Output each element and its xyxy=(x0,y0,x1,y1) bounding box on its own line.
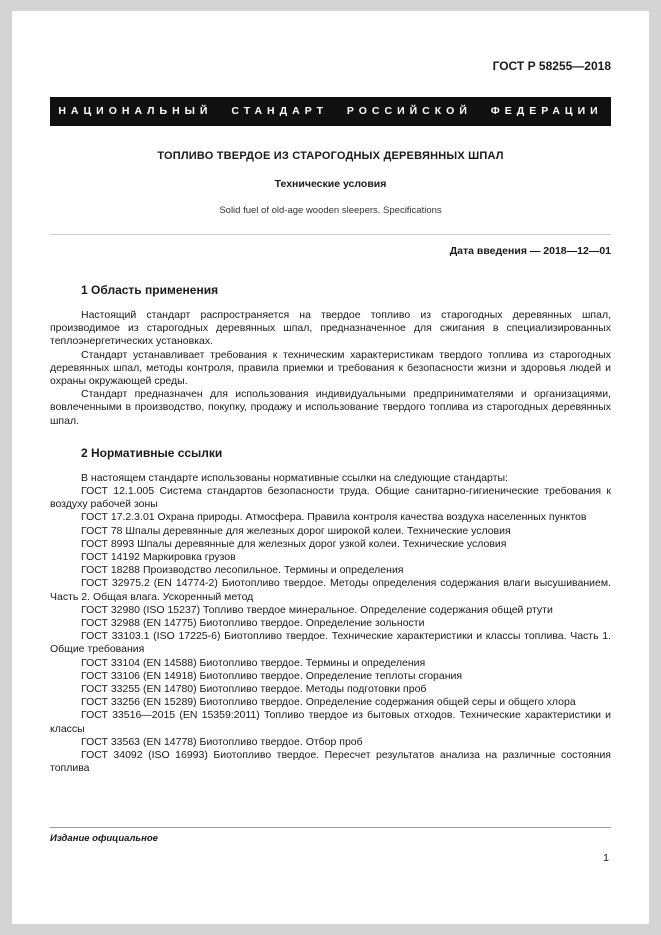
paragraph: ГОСТ 33103.1 (ISO 17225-6) Биотопливо твердое. Технические характеристики и классы топлива. Часть 1. Общие требования xyxy=(50,630,611,656)
footer-rule xyxy=(50,827,611,828)
date-separator-rule xyxy=(50,234,611,235)
paragraph: ГОСТ 33563 (EN 14778) Биотопливо твердое. Отбор проб xyxy=(81,735,363,748)
doc-subtitle: Технические условия xyxy=(274,178,387,190)
section-heading: 2 Нормативные ссылки xyxy=(81,445,223,460)
effective-date: Дата введения — 2018—12—01 xyxy=(449,245,611,257)
paragraph: ГОСТ 32975.2 (EN 14774-2) Биотопливо твердое. Методы определения содержания влаги высушиванием. Часть 2. Общая влага. Ускоренный метод xyxy=(50,577,611,603)
paragraph: Стандарт предназначен для использования индивидуальными предпринимателями и организациями, вовлеченными в производство, покупку, продажу и использование твердого топлива из старогодных деревянных шпал. xyxy=(50,388,611,427)
document-page xyxy=(12,11,649,924)
paragraph: ГОСТ 33104 (EN 14588) Биотопливо твердое. Термины и определения xyxy=(81,656,426,669)
paragraph: ГОСТ 8993 Шпалы деревянные для железных дорог узкой колеи. Технические условия xyxy=(81,537,507,550)
paragraph: ГОСТ 12.1.005 Система стандартов безопасности труда. Общие санитарно-гигиенические требования к воздуху рабочей зоны xyxy=(50,485,611,511)
official-edition-imprint: Издание официальное xyxy=(50,833,158,844)
doc-title: ТОПЛИВО ТВЕРДОЕ ИЗ СТАРОГОДНЫХ ДЕРЕВЯННЫХ ШПАЛ xyxy=(157,150,504,162)
paragraph: ГОСТ 17.2.3.01 Охрана природы. Атмосфера. Правила контроля качества воздуха населенных пунктов xyxy=(81,511,587,524)
national-standard-banner: НАЦИОНАЛЬНЫЙ СТАНДАРТ РОССИЙСКОЙ ФЕДЕРАЦИИ xyxy=(50,97,611,126)
doc-subtitle-english: Solid fuel of old-age wooden sleepers. Specifications xyxy=(219,205,442,216)
sections xyxy=(50,283,611,776)
paragraph: ГОСТ 33255 (EN 14780) Биотопливо твердое. Методы подготовки проб xyxy=(81,683,427,696)
paragraph: Настоящий стандарт распространяется на твердое топливо из старогодных деревянных шпал, производимое из старогодных деревянных шпал, предназначенное для сжигания в специализированных теплоэнергетических установках. xyxy=(50,309,611,348)
paragraph: В настоящем стандарте использованы нормативные ссылки на следующие стандарты: xyxy=(81,471,508,484)
paragraph: ГОСТ 33516—2015 (EN 15359:2011) Топливо твердое из бытовых отходов. Технические характеристики и классы xyxy=(50,709,611,735)
page-footer xyxy=(50,827,611,864)
page-number: 1 xyxy=(603,852,609,864)
doc-number: ГОСТ Р 58255—2018 xyxy=(492,59,611,73)
paragraph: ГОСТ 34092 (ISO 16993) Биотопливо твердое. Пересчет результатов анализа на различные состояния топлива xyxy=(50,749,611,775)
paragraph: ГОСТ 78 Шпалы деревянные для железных дорог широкой колеи. Технические условия xyxy=(81,524,511,537)
paragraph: ГОСТ 33256 (EN 15289) Биотопливо твердое. Определение содержания общей серы и общего хлора xyxy=(81,696,576,709)
paragraph: ГОСТ 14192 Маркировка грузов xyxy=(81,551,236,564)
paragraph: ГОСТ 33106 (EN 14918) Биотопливо твердое. Определение теплоты сгорания xyxy=(81,669,463,682)
paragraph: ГОСТ 32980 (ISO 15237) Топливо твердое минеральное. Определение содержания общей ртути xyxy=(81,603,553,616)
section-heading: 1 Область применения xyxy=(81,283,219,297)
paragraph: ГОСТ 32988 (EN 14775) Биотопливо твердое. Определение зольности xyxy=(81,617,425,630)
paragraph: ГОСТ 18288 Производство лесопильное. Термины и определения xyxy=(81,564,404,577)
paragraph: Стандарт устанавливает требования к техническим характеристикам твердого топлива из старогодных деревянных шпал, методы контроля, правила приемки и требования к безопасности жизни и здоровья людей и охраны окружающей среды. xyxy=(50,348,611,388)
